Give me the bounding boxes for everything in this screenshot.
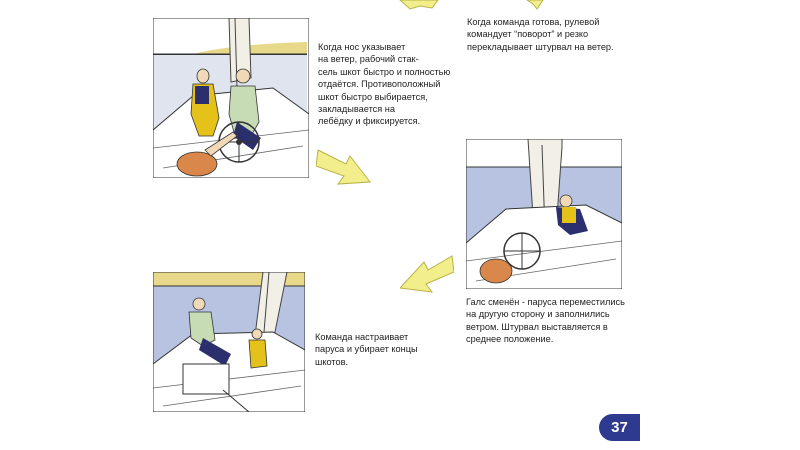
illustration-crew-trimming-sails [153,272,305,412]
illustration-boat-changing-tack [466,139,622,289]
arrow-step-3-to-4 [400,252,454,296]
arrow-top-right-partial [525,0,545,10]
page-number-badge: 37 [599,414,640,441]
step-2-text: Когда нос указывает на ветер, рабочий стак- сель шкот быстро и полностью отдаётся. Противоположный шкот быстро выбирается, закладывается на лебёдку и фиксируется. [318,42,451,127]
arrow-top-left-partial [398,0,440,10]
step-4-text: Команда настраивает паруса и убирает концы шкотов. [315,332,418,367]
illustration-crew-at-wheel [153,18,309,178]
arrow-step-2-to-3 [316,146,372,188]
step-3-text: Галс сменён - паруса переместились на другую сторону и заполнились ветром. Штурвал выставляется в среднее положение. [466,297,625,345]
step-1-text: Когда команда готова, рулевой командует “поворот” и резко перекладывает штурвал на ветер. [467,17,614,52]
